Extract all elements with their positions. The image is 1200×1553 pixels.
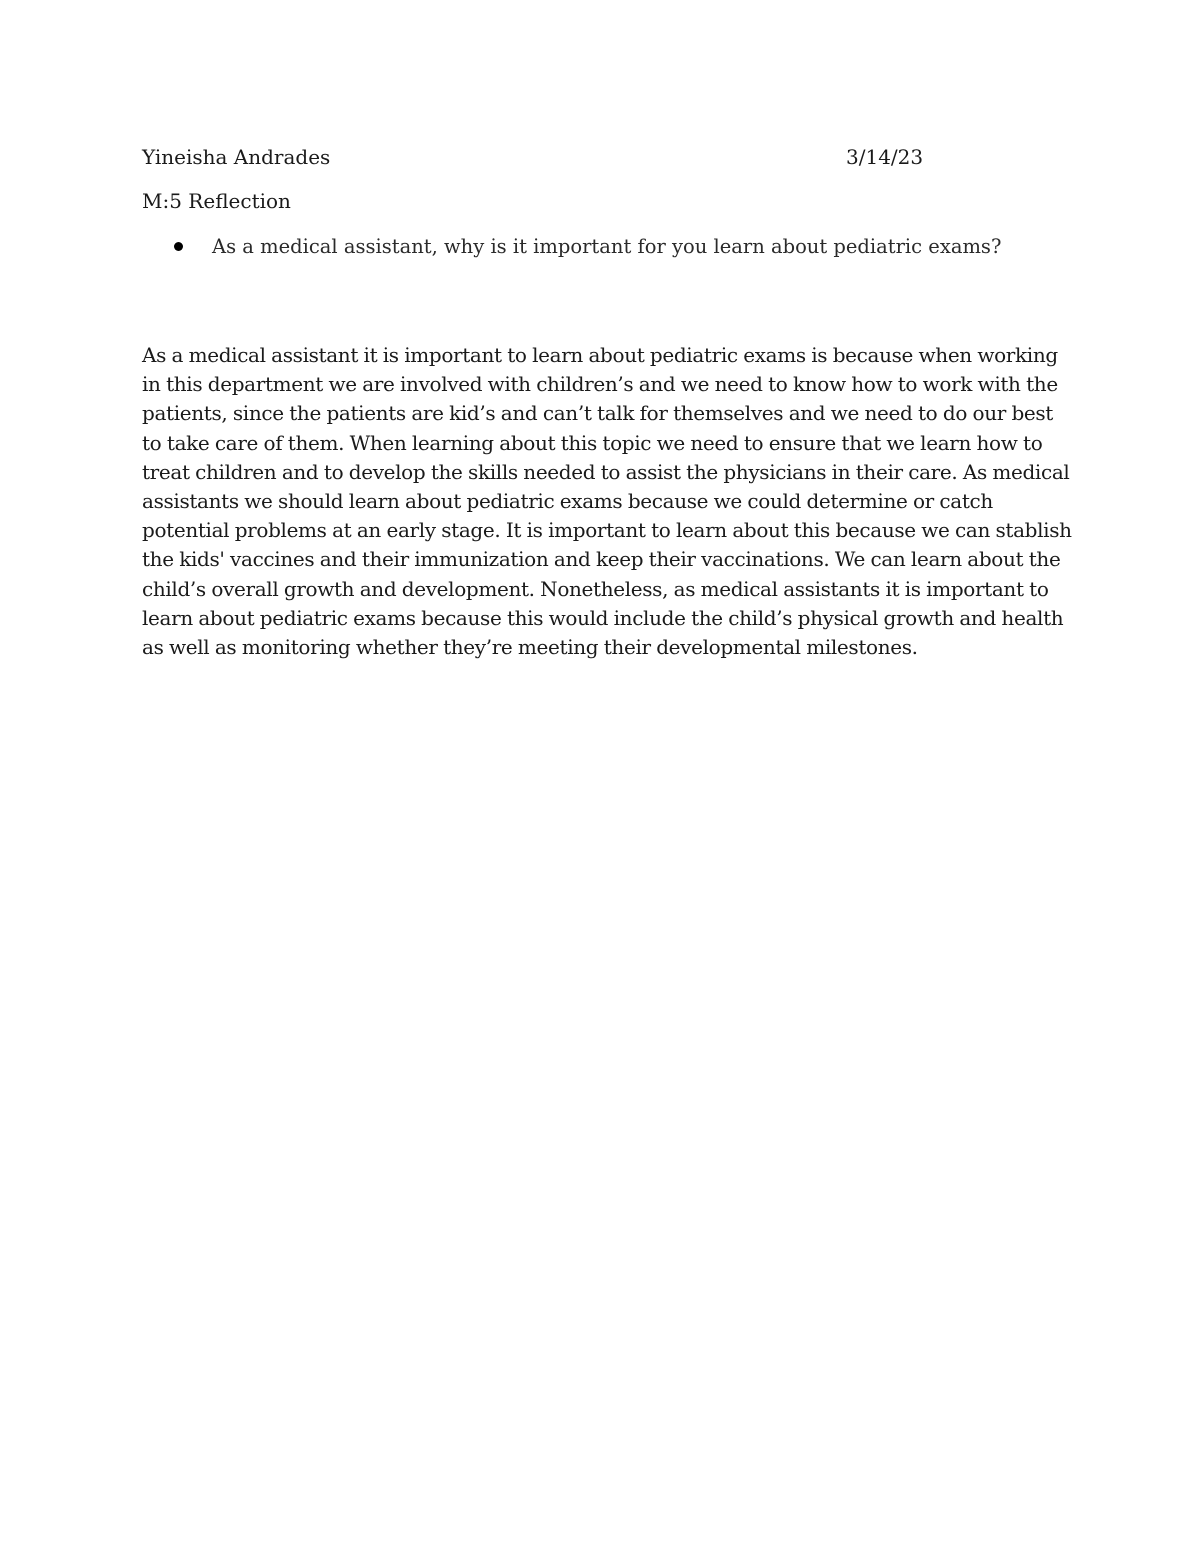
response-paragraph: As a medical assistant it is important to learn about pediatric exams is because when working in this department we are involved with children’s and we need to know how to work with the patients, since the patients are kid’s and can’t talk for themselves and we need to do our best to take care of them. When learning about this topic we need to ensure that we learn how to treat children and to develop the skills needed to assist the physicians in their care. As medical assistants we should learn about pediatric exams because we could determine or catch potential problems at an early stage. It is important to learn about this because we can stablish the kids' vaccines and their immunization and keep their vaccinations. We can learn about the child’s overall growth and development. Nonetheless, as medical assistants it is important to learn about pediatric exams because this would include the child’s physical growth and health as well as monitoring whether they’re meeting their developmental milestones. bbox=[142, 343, 1072, 660]
prompt-question: As a medical assistant, why is it important for you learn about pediatric exams? bbox=[212, 235, 1002, 258]
bullet-icon bbox=[174, 242, 183, 251]
prompt-list bbox=[170, 232, 1070, 262]
assignment-title: M:5 Reflection bbox=[142, 189, 291, 213]
document-date: 3/14/23 bbox=[846, 145, 924, 169]
author-name: Yineisha Andrades bbox=[142, 145, 331, 169]
document-header bbox=[142, 142, 922, 172]
